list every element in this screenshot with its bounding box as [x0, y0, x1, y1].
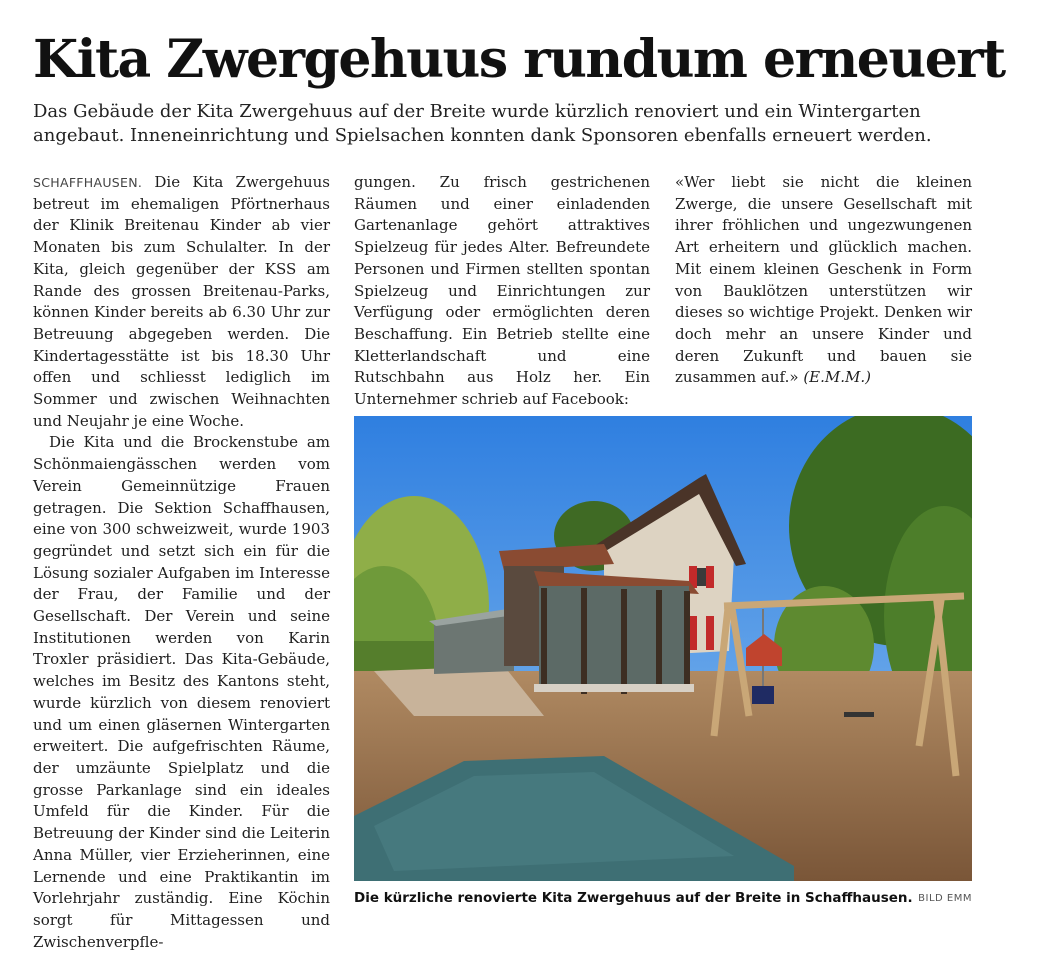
wintergarden: [539, 586, 689, 686]
shutter: [689, 616, 697, 650]
lead-line: angebaut. Inneneinrichtung und Spielsachen konnten dank Sponsoren ebenfalls erneuert werden.: [33, 125, 932, 146]
article-photo: [354, 416, 972, 881]
body-paragraph: Die Kita und die Brockenstube am Schönmaiengässchen werden vom Verein Gemeinnützige Frauen getragen. Die Sektion Schaffhausen, eine von 300 schweizweit, wurde 1903 gegründet und setzt sich ein für die Lösung sozialer Aufgaben im Interesse der Frau, der Familie und der Gesellschaft. Der Verein und seine Institutionen werden von Karin Troxler präsidiert. Das Kita-Gebäude, welches im Besitz des Kantons steht, wurde kürzlich von diesem renoviert und um einen gläsernen Wintergarten erweitert. Die aufgefrischten Räume, der umzäunte Spielplatz und die grosse Parkanlage sind ein ideales Umfeld für die Kinder. Für die Betreuung der Kinder sind die Leiterin Anna Müller, vier Erzieherinnen, eine Lernende und eine Praktikantin im Vorlehrjahr zuständig. Eine Köchin sorgt für Mittagessen und Zwischenverpfle-: [33, 433, 330, 951]
caption-text: Die kürzliche renovierte Kita Zwergehuus auf der Breite in Schaffhausen.: [354, 890, 913, 906]
swing-seat: [844, 712, 874, 717]
body-paragraph: [33, 172, 330, 432]
quote-paragraph: [675, 172, 972, 389]
article-column-2: [354, 172, 650, 411]
shutter: [706, 616, 714, 650]
paragraph-text: Die Kita Zwergehuus betreut im ehemaligen Pförtnerhaus der Klinik Breitenau Kinder ab vier Monaten bis zum Schulalter. In der Kita, gleich gegenüber der KSS am Rande des grossen Breitenau-Parks, können Kinder bereits ab 6.30 Uhr zur Betreuung abgegeben werden. Die Kindertagesstätte ist bis 18.30 Uhr offen und schliesst lediglich im Sommer und zwischen Weihnachten und Neujahr je eine Woche.: [33, 173, 330, 430]
dateline: SCHAFFHAUSEN.: [33, 175, 143, 190]
photo-caption: [354, 888, 972, 910]
lead-line: Das Gebäude der Kita Zwergehuus auf der Breite wurde kürzlich renoviert und ein Wintergarten: [33, 101, 921, 122]
shutter: [706, 566, 714, 588]
photo-credit: BILD EMM: [918, 893, 972, 904]
swing-seat: [752, 686, 774, 704]
quote-text: «Wer liebt sie nicht die kleinen Zwerge, die unsere Gesellschaft mit ihrer fröhlichen und ungezwungenen Art erheitern und glücklich machen. Mit einem kleinen Geschenk in Form von Bauklötzen unterstützen wir dieses so wichtige Projekt. Denken wir doch mehr an unsere Kinder und deren Zukunft und bauen sie zusammen auf.»: [675, 173, 972, 387]
article-column-3: [675, 172, 972, 389]
wintergarden-base: [534, 684, 694, 692]
window: [697, 568, 706, 586]
lead-paragraph: [33, 100, 993, 148]
body-paragraph: gungen. Zu frisch gestrichenen Räumen und einer einladenden Gartenanlage gehört attraktives Spielzeug für jedes Alter. Befreundete Personen und Firmen stellten spontan Spielzeug und Einrichtungen zur Verfügung oder ermöglichten deren Beschaffung. Ein Betrieb stellte eine Kletterlandschaft und eine Rutschbahn aus Holz her. Ein Unternehmer schrieb auf Facebook:: [354, 173, 650, 409]
headline: Kita Zwergehuus rundum erneuert: [33, 29, 1005, 90]
kita-building-photo: [354, 416, 972, 881]
byline: (E.M.M.): [803, 368, 871, 387]
article-column-1: [33, 172, 330, 953]
